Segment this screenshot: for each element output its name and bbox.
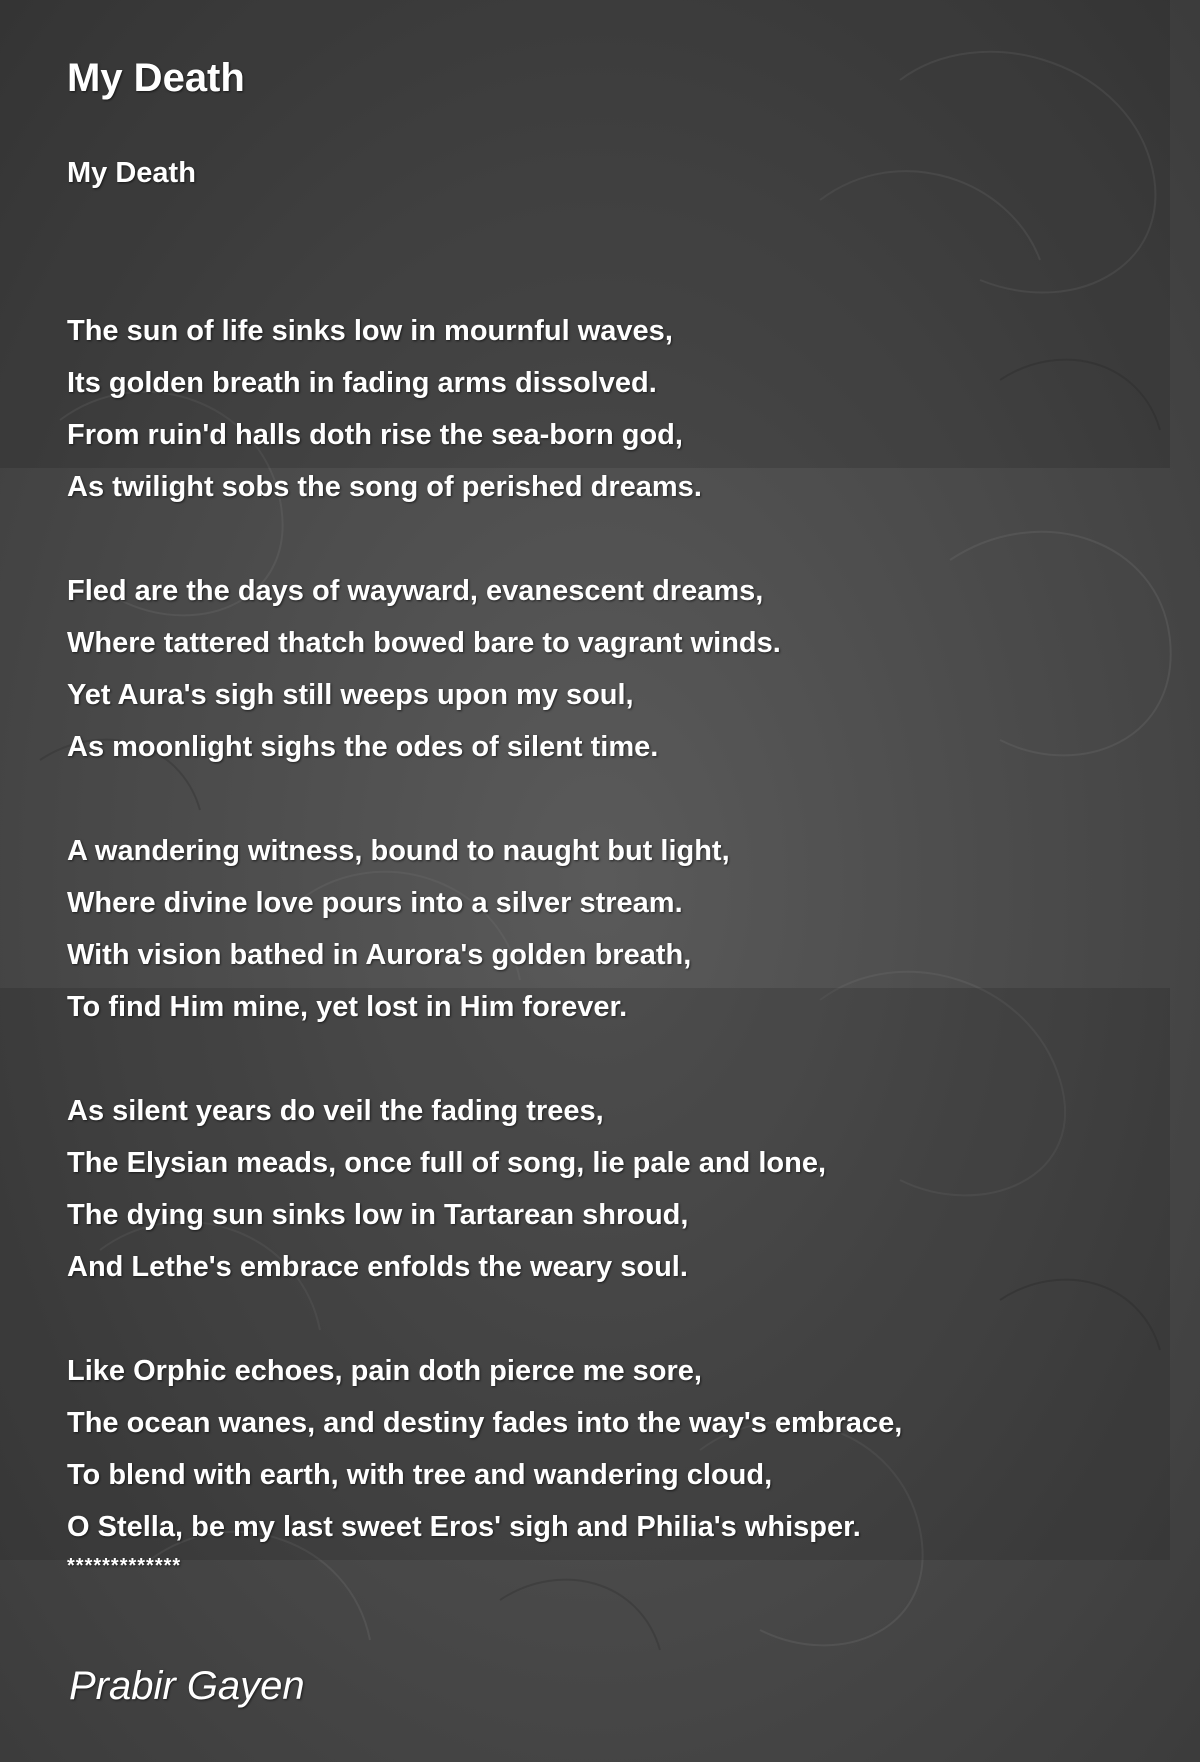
poem-line: The sun of life sinks low in mournful waves, [67, 315, 673, 347]
stanza-1 [67, 305, 902, 513]
author-name: Prabir Gayen [69, 1664, 305, 1708]
poem-line: Where tattered thatch bowed bare to vagrant winds. [67, 627, 781, 659]
poem-line: To blend with earth, with tree and wandering cloud, [67, 1459, 773, 1491]
poem-line: The dying sun sinks low in Tartarean shroud, [67, 1199, 689, 1231]
stanza-gap [67, 1293, 902, 1345]
stanza-gap [67, 773, 902, 825]
poem-body [67, 305, 902, 1579]
poem-line: O Stella, be my last sweet Eros' sigh and Philia's whisper. [67, 1511, 861, 1543]
poem-line: As twilight sobs the song of perished dreams. [67, 471, 702, 503]
stanza-3 [67, 825, 902, 1033]
page-title: My Death [67, 56, 245, 100]
poem-line: Where divine love pours into a silver stream. [67, 887, 683, 919]
poem-line: And Lethe's embrace enfolds the weary soul. [67, 1251, 688, 1283]
stanza-gap [67, 513, 902, 565]
poem-subtitle: My Death [67, 157, 196, 189]
poem-line: As silent years do veil the fading trees, [67, 1095, 604, 1127]
poem-line: With vision bathed in Aurora's golden breath, [67, 939, 692, 971]
stanza-4 [67, 1085, 902, 1293]
poem-container [67, 50, 1167, 1577]
poem-line: Like Orphic echoes, pain doth pierce me sore, [67, 1355, 702, 1387]
poem-line: Fled are the days of wayward, evanescent dreams, [67, 575, 764, 607]
poem-line: To find Him mine, yet lost in Him forever. [67, 991, 628, 1023]
poem-line: Yet Aura's sigh still weeps upon my soul, [67, 679, 634, 711]
poem-line: The ocean wanes, and destiny fades into the way's embrace, [67, 1407, 903, 1439]
poem-line: The Elysian meads, once full of song, lie pale and lone, [67, 1147, 826, 1179]
poem-line: From ruin'd halls doth rise the sea-born god, [67, 419, 683, 451]
stanza-gap [67, 1033, 902, 1085]
poem-line: Its golden breath in fading arms dissolved. [67, 367, 657, 399]
stanza-5 [67, 1345, 902, 1553]
separator-asterisks: ************* [67, 1555, 182, 1577]
stanza-2 [67, 565, 902, 773]
poem-line: A wandering witness, bound to naught but light, [67, 835, 730, 867]
poem-line: As moonlight sighs the odes of silent time. [67, 731, 659, 763]
